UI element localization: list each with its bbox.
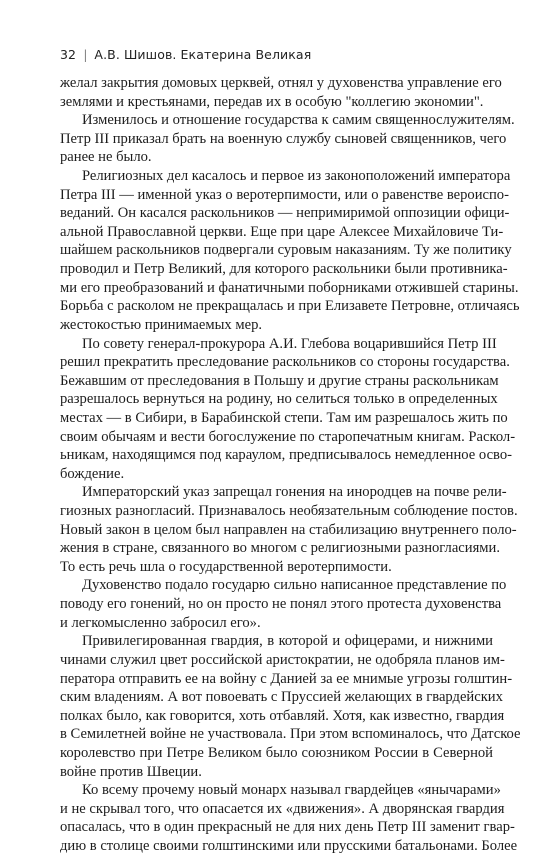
text-line: проводил и Петр Великий, для которого раскольники были противника-: [60, 261, 508, 278]
text-line: Религиозных дел касалось и первое из законоположений императора: [82, 168, 511, 185]
text-line: жестокостью принимаемых мер.: [60, 316, 263, 333]
text-line: ператора отправить ее на войну с Данией за ее мнимые угрозы голштин-: [60, 670, 513, 687]
text-line: желал закрытия домовых церквей, отнял у духовенства управление его: [60, 75, 502, 91]
text-line: и легкомысленно забросил его».: [60, 614, 261, 631]
text-line: ми его преобразований и фанатичными поборниками отжившей старины.: [60, 279, 519, 296]
text-line: местах — в Сибири, в Барабинской степи. Там им разрешалось жить по: [60, 409, 508, 426]
text-line: землями и крестьянами, передав их в особую "коллегию экономии".: [60, 93, 484, 110]
text-line: своим обычаям и вести богослужение по старопечатным книгам. Раскол-: [60, 428, 516, 445]
text-line: Петр III приказал брать на военную службу сыновей священников, чего: [60, 130, 507, 147]
text-line: Императорский указ запрещал гонения на инородцев на почве рели-: [82, 484, 507, 501]
text-line: веданий. Он касался раскольников — непримиримой оппозиции офици-: [60, 205, 510, 222]
text-line: Бежавшим от преследования в Польшу и другие страны раскольникам: [60, 372, 499, 389]
text-line: опасалась, что в один прекрасный не для них день Петр III заменит гвар-: [60, 819, 515, 836]
text-line: гиозных разногласий. Признавалось необязательным соблюдение постов.: [60, 503, 518, 520]
running-header: [60, 47, 311, 62]
text-line: в Семилетней войне не участвовала. При этом вспоминалось, что Датское: [60, 726, 521, 743]
text-line: То есть речь шла о государственной веротерпимости.: [60, 558, 392, 575]
text-line: разрешалось вернуться на родину, но селиться только в определенных: [60, 391, 498, 408]
running-title: А.В. Шишов. Екатерина Великая: [94, 47, 312, 62]
text-line: ранее не было.: [60, 149, 152, 166]
page-number: 32: [60, 47, 77, 62]
text-line: жения в стране, связанного во многом с религиозными разногласиями.: [60, 540, 500, 557]
text-line: Петра III — именной указ о веротерпимости, или о равенстве вероиспо-: [60, 186, 509, 203]
text-line: решил прекратить преследование раскольников со стороны государства.: [60, 354, 510, 371]
text-line: шайшем раскольников подвергали суровым наказаниям. Ту же политику: [60, 242, 512, 259]
text-line: Борьба с расколом не прекращалась и при Елизавете Петровне, отличаясь: [60, 298, 520, 315]
text-line: королевство при Петре Великом было союзником России в Северной: [60, 744, 493, 761]
text-line: бождение.: [60, 465, 125, 482]
text-line: войне против Швеции.: [60, 763, 202, 780]
text-line: и не скрывал того, что опасается их «движения». А дворянская гвардия: [60, 800, 505, 817]
text-line: полках было, как говорится, хоть отбавляй. Хотя, как известно, гвардия: [60, 707, 505, 724]
text-line: Изменилось и отношение государства к самим священнослужителям.: [82, 112, 515, 129]
text-line: поводу его гонений, но он просто не понял этого протеста духовенства: [60, 596, 502, 613]
text-line: дию в столице своими голштинскими или прусскими батальонами. Более: [60, 837, 518, 854]
header-separator: |: [83, 47, 88, 62]
text-line: По совету генерал-прокурора А.И. Глебова воцарившийся Петр III: [82, 335, 497, 352]
text-line: ьникам, находящимся под караулом, предписывалось немедленное осво-: [60, 447, 512, 464]
text-line: Новый закон в целом был направлен на стабилизацию внутреннего поло-: [60, 521, 517, 538]
text-line: Привилегированная гвардия, в которой и офицерами, и нижними: [82, 633, 493, 650]
text-line: альной Православной церкви. Еще при царе Алексее Михайловиче Ти-: [60, 223, 504, 240]
text-line: ским владениям. А вот повоевать с Пруссией желающих в гвардейских: [60, 689, 503, 706]
text-line: чинами служил цвет российской аристократии, не одобряла планов им-: [60, 651, 505, 668]
text-line: Ко всему прочему новый монарх называл гвардейцев «янычарами»: [82, 782, 501, 799]
body-text: [60, 74, 521, 856]
text-line: Духовенство подало государю сильно написанное представление по: [82, 577, 507, 594]
